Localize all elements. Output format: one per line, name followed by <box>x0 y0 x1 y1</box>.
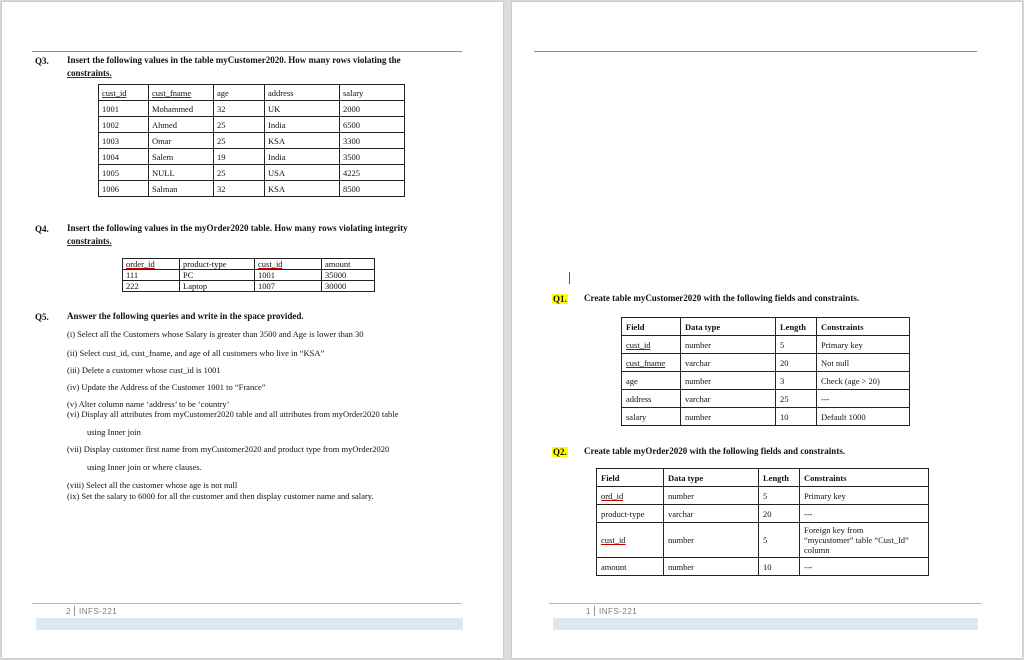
table-cell: 32 <box>214 101 265 117</box>
footer-bar <box>36 618 463 630</box>
table-cell: UK <box>265 101 340 117</box>
q5-item-7: (vii) Display customer first name from myCustomer2020 and product type from myOrder2020 <box>67 444 390 454</box>
table-header-cell: Data type <box>664 469 759 487</box>
table-cell: Default 1000 <box>817 408 910 426</box>
table-cell: 8500 <box>340 181 405 197</box>
table-cell: 222 <box>123 281 180 292</box>
table-cell: 1001 <box>99 101 149 117</box>
footer-bar <box>553 618 978 630</box>
table-cell: cust_id <box>622 336 681 354</box>
footer-page-number: 2 <box>66 607 71 616</box>
table-row <box>597 487 929 505</box>
table-cell: Ahmed <box>149 117 214 133</box>
table-cell: 25 <box>214 117 265 133</box>
q2-number-highlight: Q2. <box>553 447 567 457</box>
table-cell: 1005 <box>99 165 149 181</box>
table-header-cell: cust_id <box>255 259 322 270</box>
table-header-cell: Constraints <box>800 469 929 487</box>
table-cell: Primary key <box>817 336 910 354</box>
q4-text <box>67 222 408 248</box>
table-header-cell: Constraints <box>817 318 910 336</box>
table-header-cell: address <box>265 85 340 101</box>
table-cell: 32 <box>214 181 265 197</box>
table-cell: cust_id <box>597 523 664 558</box>
table-header-cell: amount <box>322 259 375 270</box>
table-cell: PC <box>180 270 255 281</box>
table-cell: --- <box>800 505 929 523</box>
q5-item-9: (ix) Set the salary to 6000 for all the customer and then display customer name and salary. <box>67 491 374 501</box>
q1-text: Create table myCustomer2020 with the following fields and constraints. <box>584 293 860 303</box>
table-cell: 19 <box>214 149 265 165</box>
footer-page-number: 1 <box>586 607 591 616</box>
table-header-row <box>123 259 375 270</box>
table-cell: 10 <box>776 408 817 426</box>
q5-item-8: (viii) Select all the customer whose age is not null <box>67 480 238 490</box>
table-cell: 1003 <box>99 133 149 149</box>
table-cell: 5 <box>776 336 817 354</box>
table-cell: Salman <box>149 181 214 197</box>
table-cell: 1004 <box>99 149 149 165</box>
table-row <box>99 165 405 181</box>
table-cell: ord_id <box>597 487 664 505</box>
table-cell: number <box>681 336 776 354</box>
table-row <box>622 336 910 354</box>
table-cell: India <box>265 117 340 133</box>
q2-fields-table <box>596 468 929 576</box>
table-cell: 2000 <box>340 101 405 117</box>
q5-item-5: (v) Alter column name ‘address’ to be ‘country’ <box>67 399 230 409</box>
q1-number-highlight: Q1. <box>553 294 567 304</box>
table-header-cell: Data type <box>681 318 776 336</box>
q1-number <box>552 294 568 304</box>
q5-item-4: (iv) Update the Address of the Customer 1001 to “France” <box>67 382 266 392</box>
table-header-cell: Length <box>759 469 800 487</box>
table-row <box>597 558 929 576</box>
q5-item-3: (iii) Delete a customer whose cust_id is 1001 <box>67 365 221 375</box>
document-page-left <box>2 2 503 658</box>
table-cell: 4225 <box>340 165 405 181</box>
q5-item-6: (vi) Display all attributes from myCustomer2020 table and all attributes from myOrder2020 table <box>67 409 399 419</box>
table-cell: 25 <box>214 133 265 149</box>
q4-text-line1: Insert the following values in the myOrder2020 table. How many rows violating integrity <box>67 223 408 233</box>
table-header-cell: order_id <box>123 259 180 270</box>
table-header-cell: cust_fname <box>149 85 214 101</box>
footer-separator <box>594 606 595 616</box>
table-cell: number <box>664 523 759 558</box>
table-cell: product-type <box>597 505 664 523</box>
table-cell: number <box>681 408 776 426</box>
table-header-cell: Length <box>776 318 817 336</box>
table-row <box>99 117 405 133</box>
q4-values-table <box>122 258 375 292</box>
table-cell: 1006 <box>99 181 149 197</box>
table-header-cell: product-type <box>180 259 255 270</box>
q5-number: Q5. <box>35 312 49 322</box>
table-cell: 1001 <box>255 270 322 281</box>
table-cell: 30000 <box>322 281 375 292</box>
table-cell: address <box>622 390 681 408</box>
q5-item-1: (i) Select all the Customers whose Salary is greater than 3500 and Age is lower than 30 <box>67 329 364 339</box>
document-page-right <box>512 2 1022 658</box>
table-cell: Mohammed <box>149 101 214 117</box>
table-cell: Laptop <box>180 281 255 292</box>
table-cell: 10 <box>759 558 800 576</box>
q4-number: Q4. <box>35 224 49 234</box>
table-cell: 1007 <box>255 281 322 292</box>
q3-text <box>67 54 401 80</box>
table-row <box>622 390 910 408</box>
table-row <box>597 523 929 558</box>
footer-course-code: INFS-221 <box>79 607 118 616</box>
table-row <box>99 133 405 149</box>
table-cell: varchar <box>664 505 759 523</box>
table-cell: 3500 <box>340 149 405 165</box>
q3-values-table <box>98 84 405 197</box>
table-cell: 25 <box>776 390 817 408</box>
q3-text-line2: constraints. <box>67 68 112 78</box>
table-cell: 5 <box>759 523 800 558</box>
table-cell: India <box>265 149 340 165</box>
text-cursor <box>569 272 570 284</box>
table-row <box>123 281 375 292</box>
table-cell: Omar <box>149 133 214 149</box>
table-cell: 6500 <box>340 117 405 133</box>
table-row <box>622 408 910 426</box>
q5-item-7-cont: using Inner join or where clauses. <box>87 462 202 472</box>
table-cell: age <box>622 372 681 390</box>
table-row <box>99 101 405 117</box>
table-cell: USA <box>265 165 340 181</box>
table-cell: NULL <box>149 165 214 181</box>
q3-number: Q3. <box>35 56 49 66</box>
table-cell: varchar <box>681 390 776 408</box>
table-cell: KSA <box>265 181 340 197</box>
table-header-cell: salary <box>340 85 405 101</box>
table-row <box>622 354 910 372</box>
q3-text-line1: Insert the following values in the table myCustomer2020. How many rows violating the <box>67 55 401 65</box>
table-cell: number <box>681 372 776 390</box>
table-cell: KSA <box>265 133 340 149</box>
header-rule <box>32 51 462 52</box>
table-cell: 5 <box>759 487 800 505</box>
table-row <box>622 372 910 390</box>
footer-separator <box>74 606 75 616</box>
table-row <box>99 149 405 165</box>
table-header-row <box>99 85 405 101</box>
table-cell: Not null <box>817 354 910 372</box>
table-cell: --- <box>800 558 929 576</box>
table-header-cell: Field <box>597 469 664 487</box>
table-cell: Check (age > 20) <box>817 372 910 390</box>
table-cell: 111 <box>123 270 180 281</box>
table-header-row <box>597 469 929 487</box>
table-cell: Foreign key from “mycustomer” table “Cust_Id” column <box>800 523 929 558</box>
footer-course-code: INFS-221 <box>599 607 638 616</box>
table-cell: --- <box>817 390 910 408</box>
table-cell: cust_fname <box>622 354 681 372</box>
q5-item-2: (ii) Select cust_id, cust_fname, and age of all customers who live in “KSA” <box>67 348 325 358</box>
table-row <box>99 181 405 197</box>
header-rule <box>534 51 977 52</box>
table-cell: varchar <box>681 354 776 372</box>
table-header-cell: cust_id <box>99 85 149 101</box>
table-header-cell: age <box>214 85 265 101</box>
q5-item-6-cont: using Inner join <box>87 427 141 437</box>
q5-text: Answer the following queries and write in the space provided. <box>67 311 304 321</box>
q2-text: Create table myOrder2020 with the following fields and constraints. <box>584 446 846 456</box>
table-cell: 1002 <box>99 117 149 133</box>
q4-text-line2: constraints. <box>67 236 112 246</box>
table-cell: 20 <box>776 354 817 372</box>
table-header-cell: Field <box>622 318 681 336</box>
table-cell: 3300 <box>340 133 405 149</box>
footer-rule <box>549 603 982 604</box>
table-cell: 3 <box>776 372 817 390</box>
table-cell: 25 <box>214 165 265 181</box>
table-cell: number <box>664 487 759 505</box>
table-cell: 35000 <box>322 270 375 281</box>
table-cell: Primary key <box>800 487 929 505</box>
table-cell: salary <box>622 408 681 426</box>
table-cell: amount <box>597 558 664 576</box>
table-row <box>597 505 929 523</box>
q1-fields-table <box>621 317 910 426</box>
table-cell: Salem <box>149 149 214 165</box>
table-header-row <box>622 318 910 336</box>
table-cell: 20 <box>759 505 800 523</box>
table-cell: number <box>664 558 759 576</box>
table-row <box>123 270 375 281</box>
footer-rule <box>32 603 462 604</box>
q2-number <box>552 447 568 457</box>
